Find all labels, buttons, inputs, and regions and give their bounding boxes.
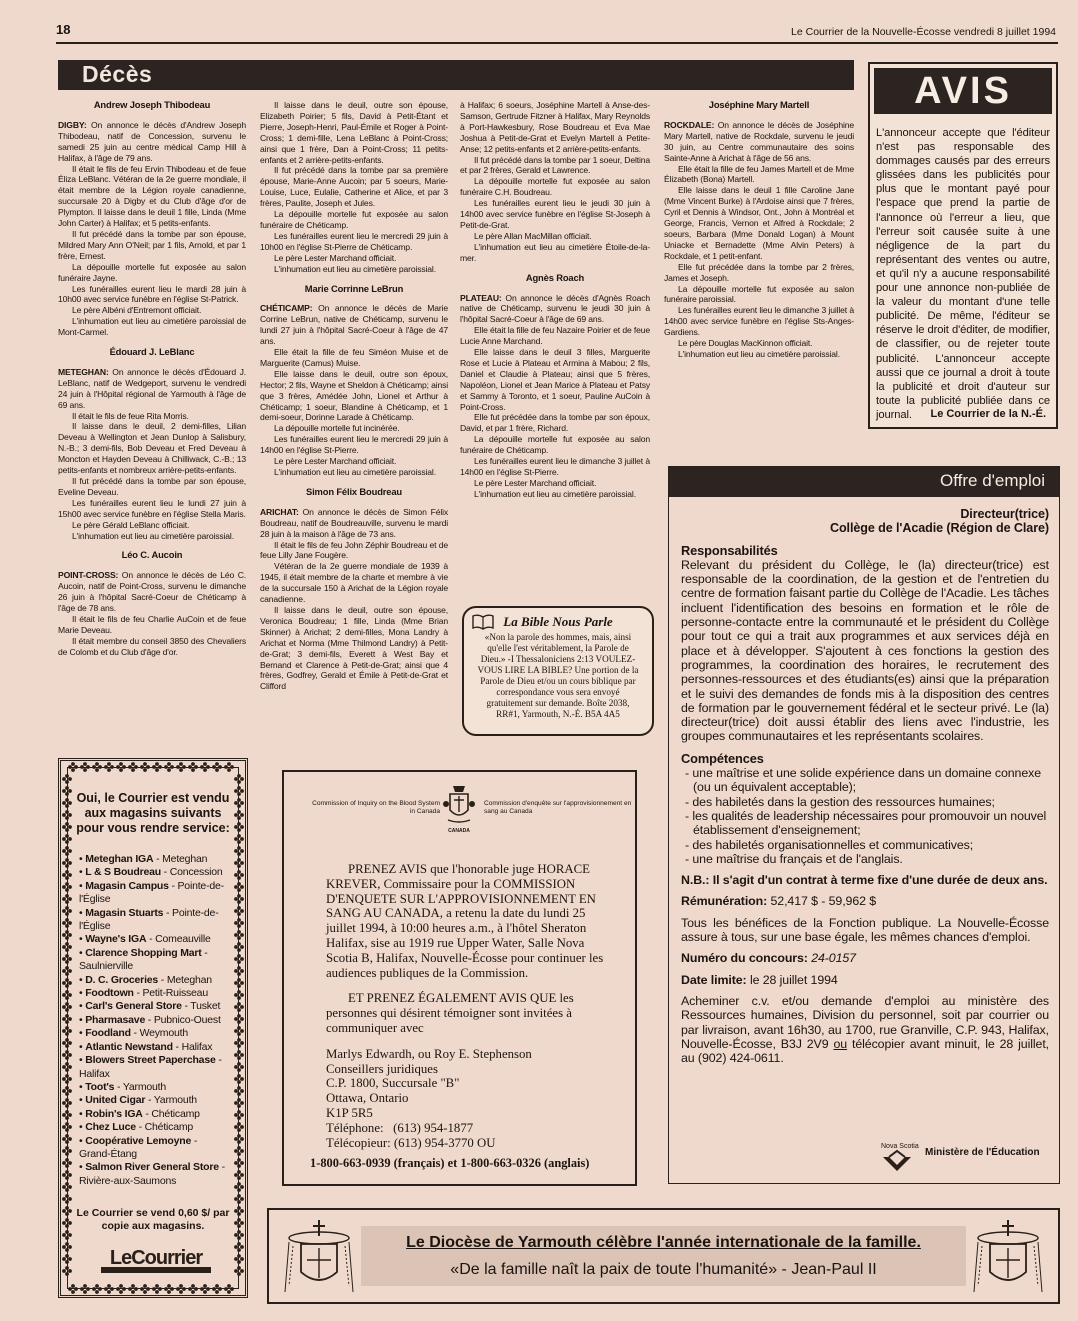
store-separator: - xyxy=(181,1000,191,1013)
responsibilities-text: Relevant du président du Collège, le (la) directeur(trice) est responsable de la coordination, de la gestion et de l'entretien du centre de formation faisant partie du Collège de l'Acadie. Les tâches incluent l'identification des besoins en formation et le rôle de personne-contacte entre la communauté et le président du Collège pour tout ce qui a trait aux programmes et aux services déjà en place et à développer. S'ajoutent à ces fonctions la gestion des programmes, la coordination des horaires, le recrutement des personnes-ressources et des étudiants(es) ainsi que la préparation et le suivi des demandes de fonds mis à la disposition des centres de formation par le gouvernement fédéral et le secteur privé. Le (la) directeur(trice) doit aussi établir des liens avec l'industrie, les groupes communautaires et les représentants scolaires. xyxy=(681,557,1049,744)
store-item xyxy=(79,1081,231,1094)
obituary-paragraph: Il était le fils de feu Charlie AuCoin et de feue Marie Deveau. xyxy=(58,613,246,635)
obituary-lead-paragraph xyxy=(58,367,246,411)
store-separator: - xyxy=(114,1080,123,1093)
salary-line xyxy=(681,894,1049,908)
deces-title: Décès xyxy=(82,61,153,87)
obituary-paragraph: La dépouille mortelle fut incinérée. xyxy=(274,423,400,434)
obituary-name-heading: Simon Félix Boudreau xyxy=(306,485,402,497)
store-place: Concession xyxy=(169,866,223,879)
store-place: Saulnierville xyxy=(79,960,134,973)
store-item xyxy=(79,1014,231,1027)
obituary-place: ARICHAT: xyxy=(260,506,299,517)
obituary-paragraph: La dépouille mortelle fut exposée au salon funéraire de Chéticamp. xyxy=(460,434,650,456)
competences-heading: Compétences xyxy=(681,750,764,766)
obituary-place: DIGBY: xyxy=(58,119,87,130)
store-name: United Cigar xyxy=(85,1094,146,1107)
store-item xyxy=(79,1094,231,1107)
store-place: Pointe-de-l'Église xyxy=(79,906,219,933)
application-text xyxy=(681,994,1049,1065)
store-name: Atlantic Newstand xyxy=(85,1040,173,1053)
store-item xyxy=(79,1000,231,1013)
obituary-paragraph: Le père Albéni d'Entremont officiait. xyxy=(72,305,202,316)
store-separator: - xyxy=(142,1107,152,1120)
obituary-lead-paragraph xyxy=(460,293,650,326)
store-name: L & S Boudreau xyxy=(85,866,161,879)
store-separator: - xyxy=(133,987,143,1000)
obituary-name-heading: Édouard J. LeBlanc xyxy=(109,346,195,358)
store-place: Chéticamp xyxy=(151,1107,200,1120)
store-place: Yarmouth xyxy=(153,1094,197,1107)
address-line: Télécopieur: (613) 954-3770 OU xyxy=(326,1135,496,1150)
obituary-column-4 xyxy=(664,100,854,360)
bullet-icon: • xyxy=(79,1040,86,1053)
bullet-icon: • xyxy=(79,1080,86,1093)
store-place: Grand-Étang xyxy=(79,1147,137,1160)
obituary-paragraph: Elle laisse dans le deuil, outre son époux, Hector; 2 fils, Wayne et Sheldon à Chéticamp; ainsi que 3 frères, Amédée John, Lionel et Arthur à Chéticamp; 1 soeur, Blandine à Chéticamp, et 1 demi-soeur, Dorinne Larade à Chéticamp. xyxy=(260,368,448,423)
canada-coat-of-arms-icon xyxy=(442,782,476,826)
obituary-lead-text: On annonce le décès de Marie Corrine LeBrun, native de Chéticamp, survenu le lundi 27 juin à l'hôpital Sacré-Coeur à l'âge de 47 ans. xyxy=(260,303,448,347)
obituary-paragraph: Elle fut précédée dans la tombe par son époux, David, et par 1 frère, Richard. xyxy=(460,412,650,434)
bishop-coat-of-arms-icon xyxy=(281,1216,357,1298)
store-item xyxy=(79,933,231,946)
store-separator: - xyxy=(145,1094,154,1107)
deadline-line xyxy=(681,973,1049,987)
deadline-value: le 28 juillet 1994 xyxy=(749,972,838,987)
obituary-paragraph: L'inhumation eut lieu au cimetière paroissial. xyxy=(678,348,840,359)
store-name: Robin's IGA xyxy=(85,1107,143,1120)
store-name: Blowers Street Paperchase xyxy=(85,1054,216,1067)
obituary-paragraph: L'inhumation eut lieu au cimetière paroissial de Mont-Carmel. xyxy=(58,316,246,338)
bullet-icon: • xyxy=(79,1094,86,1107)
store-item xyxy=(79,987,231,1000)
obituary-name-heading: Andrew Joseph Thibodeau xyxy=(93,99,211,110)
store-separator: - xyxy=(146,933,156,946)
commission-paragraph-2: ET PRENEZ ÉGALEMENT AVIS QUE les personnes qui désirent témoigner sont invitées à communiquer avec xyxy=(326,991,574,1035)
store-place: Tusket xyxy=(190,1000,221,1013)
competence-item: - des habiletés organisationnelles et communicatives; xyxy=(685,837,974,852)
obituary-paragraph: La dépouille mortelle fut exposée au salon funéraire paroissial. xyxy=(664,283,854,305)
ministry-name: Ministère de l'Éducation xyxy=(925,1147,1040,1158)
bullet-icon: • xyxy=(79,933,86,946)
diocese-banner xyxy=(267,1208,1060,1304)
store-name: Meteghan IGA xyxy=(85,853,154,865)
store-separator: - xyxy=(168,879,178,892)
store-separator: - xyxy=(135,1121,145,1134)
competence-item: - des habiletés dans la gestion des ressources humaines; xyxy=(685,794,995,809)
page-number: 18 xyxy=(56,22,71,37)
address-line: Téléphone: (613) 954-1877 xyxy=(326,1120,474,1135)
job-offer-box xyxy=(668,466,1060,1184)
obituary-name-heading: Léo C. Aucoin xyxy=(121,549,183,561)
store-separator: - xyxy=(160,866,170,879)
avis-box xyxy=(868,62,1058,429)
bullet-icon: • xyxy=(79,866,86,879)
obituary-paragraph: Elle était la fille de feu James Martell et de Mme Élizabeth (Bona) Martell. xyxy=(664,163,854,185)
bullet-icon: • xyxy=(79,879,86,892)
commission-name-en: Commission of Inquiry on the Blood System in Canada xyxy=(312,800,440,815)
header-rule xyxy=(56,42,1058,44)
job-offer-body xyxy=(681,507,1049,1065)
store-separator: - xyxy=(158,973,167,986)
obituary-paragraph: L'inhumation eut lieu au cimetière paroissial. xyxy=(474,488,636,499)
store-name: Magasin Stuarts xyxy=(85,906,164,919)
store-name: Toot's xyxy=(85,1080,115,1093)
store-name: Foodland xyxy=(85,1027,131,1040)
store-name: Carl's General Store xyxy=(85,1000,182,1013)
le-courrier-logo-text: LeCourrier xyxy=(109,1247,203,1269)
deadline-label: Date limite: xyxy=(681,972,747,987)
stores-price-note: Le Courrier se vend 0,60 $/ par copie aux magasins. xyxy=(76,1207,230,1232)
bullet-icon: • xyxy=(79,1161,86,1174)
obituary-paragraph: Les funérailles eurent lieu le mercredi 29 juin à 14h00 en l'église St-Pierre. xyxy=(260,434,448,456)
obituary-name-heading: Agnès Roach xyxy=(525,271,585,283)
store-item xyxy=(79,1027,231,1040)
competence-item: - une maîtrise du français et de l'anglais. xyxy=(685,851,903,866)
job-offer-banner xyxy=(669,467,1059,497)
store-place: Chéticamp xyxy=(144,1121,194,1134)
obituary-paragraph: Il fut précédé dans la tombe par son épouse, Mildred Mary Ann O'Neil; par 1 fils, Arnold, et par 1 frère, Ernest. xyxy=(58,228,246,261)
store-item xyxy=(79,880,231,907)
store-place: Halifax xyxy=(79,1067,110,1080)
obituary-lead-paragraph xyxy=(260,303,448,347)
obituary-paragraph: L'inhumation eut lieu au cimetière Étoile-de-la-mer. xyxy=(460,241,650,263)
salary-value: 52,417 $ - 59,962 $ xyxy=(770,894,877,909)
store-place: Pubnico-Ouest xyxy=(153,1013,221,1026)
nova-scotia-logo-text: Nova Scotia xyxy=(881,1143,919,1150)
obituary-paragraph: Elle laisse dans le deuil 3 filles, Marguerite Rose et Lucie à Plateau et Armina à Mabou; 2 fils, Daniel et Claudie à Plateau; ainsi que 5 frères, Napoléon, Lionel et Jean Marice à Plateau et Patsy et Sammy à Toronto, et 1 soeur, Pauline AuCoin à Point-Cross. xyxy=(460,347,650,412)
commission-paragraph-1: PRENEZ AVIS que l'honorable juge HORACE KREVER, Commissaire pour la COMMISSION D'ENQUETE SUR L'APPROVISIONNEMENT EN SANG AU CANADA, a retenu la date du lundi 25 juillet 1994, à 10:00 heures a.m., à l'hôtel Sheraton Halifax, sise au 1919 rue Upper Water, Salle Nova Scotia B, Halifax, Nouvelle-Écosse pour continuer les audiences publiques de la Commission. xyxy=(326,862,604,980)
ministry-signature xyxy=(879,1143,1049,1177)
obituary-paragraph: L'inhumation eut lieu au cimetière paroissial. xyxy=(72,530,234,541)
store-place: Petit-Ruisseau xyxy=(142,987,208,1000)
commission-name-fr: Commission d'enquête sur l'approvisionnement en sang au Canada xyxy=(484,800,632,815)
store-separator: - xyxy=(215,1054,222,1067)
bullet-icon: • xyxy=(79,906,86,919)
obituary-lead-paragraph xyxy=(58,570,246,614)
store-item xyxy=(79,1135,231,1162)
bible-title: La Bible Nous Parle xyxy=(503,614,613,629)
obituary-paragraph: Il était membre du conseil 3850 des Chevaliers de Colomb et du Club d'âge d'or. xyxy=(58,635,246,657)
obituary-paragraph: Elle était la fille de feu Nazaire Poirier et de feue Lucie Anne Marchand. xyxy=(460,325,650,347)
obituary-place: METEGHAN: xyxy=(58,366,109,377)
obituary-paragraph: à Halifax; 6 soeurs, Joséphine Martell à Anse-des-Samson, Gertrude Fitzner à Halifax, Mary Reynolds à Port-Hawkesbury, Rose Boudreau et Eva Mae Joshua à Petit-de-Grat et Evelyn Martell à Petite-Anse; 12 petits-enfants et 2 arrière-petits-enfants. xyxy=(460,100,650,154)
diocese-headline: Le Diocèse de Yarmouth célèbre l'année internationale de la famille. xyxy=(406,1234,921,1251)
publication-line: Le Courrier de la Nouvelle-Écosse vendredi 8 juillet 1994 xyxy=(791,26,1056,38)
store-separator: - xyxy=(191,1134,198,1147)
obituary-paragraph: Il était le fils de feue Rita Morris. xyxy=(72,410,189,421)
obituary-lead-text: On annonce le décès de Simon Félix Boudreau, natif de Boudreauville, survenu le mardi 28 juin à la maison à l'âge de 73 ans. xyxy=(260,506,448,539)
bullet-icon: • xyxy=(79,1054,86,1067)
salary-label: Rémunération: xyxy=(681,894,768,909)
store-item xyxy=(79,1108,231,1121)
store-separator: - xyxy=(145,1013,154,1026)
store-item xyxy=(79,1121,231,1134)
application-text-a: Acheminer c.v. et/ou demande d'emploi au ministère des Ressources humaines, Division du personnel, soit par courrier ou par livraison, avant 16h30, au 1700, rue Granville, C.P. 943, Halifax, Nouvelle-Écosse, B3J 2V9 xyxy=(681,993,1049,1051)
obituary-paragraph: L'inhumation eut lieu au cimetière paroissial. xyxy=(274,263,436,274)
obituary-paragraph: Les funérailles eurent lieu le dimanche 3 juillet à 14h00 en l'église St-Pierre. xyxy=(460,456,650,477)
store-name: Clarence Shopping Mart xyxy=(85,946,202,959)
obituary-paragraph: Il était le fils de feu Ervin Thibodeau et de feue Éliza LeBlanc. Vétéran de la 2e guerre mondiale, il était membre de la Légion royale canadienne, succursale 20 à Digby et du Club d'âge d'or de Plympton. Il laisse dans le deuil 1 fille, Linda (Mme John Carter) à Halifax; et 5 petits-enfants. xyxy=(58,163,246,229)
bullet-icon: • xyxy=(79,1121,86,1134)
obituary-paragraph: Les funérailles eurent lieu le mardi 28 juin à 10h00 avec service funèbre en l'église St-Patrick. xyxy=(58,283,246,305)
obituary-paragraph: Il laisse dans le deuil, 2 demi-filles, Lilian Deveau à Wellington et Jean Dunlop à Salisbury, N.-B.; 3 demi-fils, Bob Deveau et Fred Deveau à Moncton et Hayden Deveau à Chilliwack, C.-B.; 13 petits-enfants et nombreux arrière-petits-enfants. xyxy=(58,421,246,476)
store-item xyxy=(79,947,231,974)
bullet-icon: • xyxy=(79,973,86,986)
store-place: Halifax xyxy=(181,1040,213,1053)
obituary-paragraph: Le père Allan MacMillan officiait. xyxy=(474,230,592,241)
obituary-lead-text: On annonce le décès d'Édouard J. LeBlanc, natif de Wedgeport, survenu le vendredi 24 juin à l'Hôpital régional de Yarmouth à l'âge de 69 ans. xyxy=(58,366,246,410)
store-item xyxy=(79,1041,231,1054)
stores-list xyxy=(79,853,231,1188)
competition-value: 24-0157 xyxy=(811,951,856,966)
bible-box xyxy=(462,606,654,736)
obituary-paragraph: La dépouille mortelle fut exposée au salon funéraire de Chéticamp. xyxy=(260,209,448,230)
avis-text: L'annonceur accepte que l'éditeur n'est pas responsable des dommages causés par des erreurs glissées dans les publicités pour plus que le montant payé pour l'espace que prend la partie de l'annonce où l'erreur a lieu, que l'erreur soit causée suite à une négligence de la part du représentant des ventes ou autre, et qu'il n'y a aucune responsabilité pour une annonce non-publiée de la valeur du montant d'une telle publicité. De même, l'éditeur se réserve le droit d'éditer, de modifier, de classifier, ou de rejeter toute publicité. L'annonceur accepte aussi que ce journal a droit à toute la publicité et droit d'auteur sur toute la publicité publiée dans ce journal. xyxy=(876,127,1050,421)
obituary-paragraph: Le père Lester Marchand officiait. xyxy=(274,252,397,263)
obituary-column-1 xyxy=(58,100,246,658)
obituary-paragraph: Les funérailles eurent lieu le dimanche 3 juillet à 14h00 avec service funèbre en l'église Sts-Anges-Gardiens. xyxy=(664,305,854,338)
obituary-paragraph: Il fut précédé dans la tombe par sa première épouse, Marie-Anne Aucoin; par 5 soeurs, Marie-Louise, Luce, Eulalie, Catherine et Alice, et par 3 frères, Paulite, Joseph et Jules. xyxy=(260,165,448,209)
obituary-paragraph: L'inhumation eut lieu au cimetière paroissial. xyxy=(274,467,436,477)
deces-banner xyxy=(58,60,854,90)
diocese-band xyxy=(361,1226,966,1286)
store-name: D. C. Groceries xyxy=(85,973,159,986)
commission-body xyxy=(310,862,613,1171)
commission-address xyxy=(326,1047,613,1151)
store-item xyxy=(79,853,231,866)
store-name: Magasin Campus xyxy=(85,879,169,892)
obituary-paragraph: Il fut précédé dans la tombe par son épouse, Eveline Deveau. xyxy=(58,476,246,497)
obituary-place: PLATEAU: xyxy=(460,292,502,303)
store-name: Chez Luce xyxy=(85,1121,136,1134)
address-line: Marlys Edwardh, ou Roy E. Stephenson xyxy=(326,1046,532,1061)
obituary-paragraph: Il laisse dans le deuil, outre son épouse, Elizabeth Poirier; 5 fils, David à Petit-Étant et Pierre, Joseph-Henri, Paul-Émile et Roger à Point-Cross; 1 demi-fille, Lena LeBlanc à Point-Cross; ainsi que 1 frère, Dan à Point-Cross; 11 petits-enfants et 2 arrière-petits-enfants. xyxy=(260,100,448,165)
obituary-paragraph: Le père Lester Marchand officiait. xyxy=(274,456,397,467)
obituary-place: CHÉTICAMP: xyxy=(260,303,313,314)
obituary-paragraph: Elle laisse dans le deuil 1 fille Caroline Jane (Mme Vincent Burke) à l'Ardoise ainsi que 7 frères, Cyril et Dennis à Windsor, Ont., John à Montréal et George, Francis, Vernon et Alfred à Rockdale; 2 soeurs, Barbara (Mme Donald Logan) à Mount Uniacke et Bernadette (Mme Alvin Peters) à Rockdale, et 1 petit-enfant. xyxy=(664,185,854,261)
store-name: Pharmasave xyxy=(85,1013,146,1026)
obituary-paragraph: Il fut précédé dans la tombe par 1 soeur, Deltina et par 2 frères, Gerald et Lawrence. xyxy=(460,154,650,176)
store-place: Rivière-aux-Saumons xyxy=(79,1174,177,1187)
obituary-paragraph: Le père Gérald LeBlanc officiait. xyxy=(72,519,190,530)
store-item xyxy=(79,866,231,879)
store-name: Coopérative Lemoyne xyxy=(85,1134,192,1147)
obituary-lead-text: On annonce le décès de Léo C. Aucoin, natif de Point-Cross, survenu le dimanche 26 juin à l'hôpital Sacré-Coeur de Chéticamp à l'âge de 78 ans. xyxy=(58,570,246,614)
job-title: Directeur(trice) xyxy=(960,507,1049,521)
avis-signature: Le Courrier de la N.-É. xyxy=(930,408,1046,420)
obituary-paragraph: Vétéran de la 2e guerre mondiale de 1939 à 1945, il était membre de la charte et membre à vie de la succursale 150 à Arichat de la Légion royale canadienne. xyxy=(260,561,448,605)
obituary-paragraph: La dépouille mortelle fut exposée au salon funéraire Jayne. xyxy=(58,261,246,283)
obituary-lead-paragraph xyxy=(664,120,854,164)
obituary-lead-text: On annonce le décès d'Agnès Roach native de Chéticamp, survenu le jeudi 30 juin à l'hôpital Sacré-Coeur à l'âge de 69 ans. xyxy=(460,292,650,325)
store-name: Foodtown xyxy=(85,987,134,1000)
obituary-paragraph: Elle était la fille de feu Siméon Muise et de Marguerite (Camus) Muise. xyxy=(260,347,448,368)
store-item xyxy=(79,1161,231,1188)
address-line: Ottawa, Ontario xyxy=(326,1091,409,1106)
canada-wordmark: CANADA xyxy=(448,828,470,834)
avis-title: AVIS xyxy=(874,68,1052,114)
bible-body: «Non la parole des hommes, mais, ainsi qu'elle l'est véritablement, la Parole de Dieu.» -I Thessaloniciens 2:13 VOULEZ-VOUS LIRE LA BIBLE? Une portion de la Parole de Dieu et/ou un cours biblique par correspondance vous sera envoyé gratuitement sur demande. Boîte 2038, RR#1, Yarmouth, N.-É. B5A 4A5 xyxy=(477,632,639,719)
store-separator: - xyxy=(153,853,163,865)
diocese-quote: «De la famille naît la paix de toute l'humanité» - Jean-Paul II xyxy=(450,1261,877,1278)
store-separator: - xyxy=(130,1027,140,1040)
address-line: C.P. 1800, Succursale "B" xyxy=(326,1076,460,1091)
store-place: Comeauville xyxy=(155,933,211,946)
bullet-icon: • xyxy=(79,853,86,865)
bullet-icon: • xyxy=(79,1027,86,1040)
obituary-lead-paragraph xyxy=(260,507,448,540)
bullet-icon: • xyxy=(79,1107,86,1120)
obituary-lead-paragraph xyxy=(58,120,246,164)
responsibilities-heading: Responsabilités xyxy=(681,542,778,558)
bullet-icon: • xyxy=(79,1013,86,1026)
obituary-column-2 xyxy=(260,100,448,692)
stores-box xyxy=(58,758,248,1298)
store-place: Pointe-de-l'Église xyxy=(79,879,224,906)
obituary-column-3 xyxy=(460,100,650,500)
equal-opportunity-text: Tous les bénéfices de la Fonction publique. La Nouvelle-Écosse assure à tous, sur une base égale, les mêmes chances d'emploi. xyxy=(681,915,1049,945)
commission-phones: 1-800-663-0939 (français) et 1-800-663-0326 (anglais) xyxy=(310,1156,590,1171)
obituary-place: ROCKDALE: xyxy=(664,119,715,130)
store-separator: - xyxy=(172,1040,182,1053)
obituary-paragraph: Les funérailles eurent lieu le mercredi 29 juin à 10h00 en l'église St-Pierre de Chéticamp. xyxy=(260,230,448,252)
bullet-icon: • xyxy=(79,946,86,959)
obituary-place: POINT-CROSS: xyxy=(58,570,119,581)
competence-item: - une maîtrise et une solide expérience dans un domaine connexe (ou un équivalent acceptable); xyxy=(685,766,1042,795)
bullet-icon: • xyxy=(79,987,86,1000)
le-courrier-logo xyxy=(101,1239,211,1275)
store-name: Salmon River General Store xyxy=(85,1161,219,1174)
competence-item: - les qualités de leadership nécessaires pour promouvoir un nouvel établissement d'enseignement; xyxy=(685,808,1047,838)
store-separator: - xyxy=(201,946,208,959)
application-text-b: télécopier avant minuit, le 28 juillet, au (902) 424-0611. xyxy=(681,1036,1049,1066)
bishop-coat-of-arms-icon xyxy=(970,1216,1046,1298)
application-or: ou xyxy=(833,1036,848,1051)
competition-number-line xyxy=(681,951,1049,965)
address-line: Conseillers juridiques xyxy=(326,1061,438,1076)
store-separator: - xyxy=(218,1161,225,1174)
address-line: K1P 5R5 xyxy=(326,1105,373,1120)
stores-title: Oui, le Courrier est vendu aux magasins suivants pour vous rendre service: xyxy=(76,791,230,835)
store-separator: - xyxy=(163,906,173,919)
obituary-lead-text: On annonce le décès d'Andrew Joseph Thibodeau, natif de Concession, survenu le samedi 25 juin au centre médical Camp Hill à Halifax, à l'âge de 79 ans. xyxy=(58,119,246,163)
competition-label: Numéro du concours: xyxy=(681,951,808,966)
store-place: Yarmouth xyxy=(122,1080,167,1093)
store-place: Meteghan xyxy=(166,973,212,986)
store-place: Weymouth xyxy=(139,1027,188,1040)
store-place: Meteghan xyxy=(162,853,208,865)
obituary-paragraph: La dépouille mortelle fut exposée au salon funéraire C.H. Boudreau. xyxy=(460,176,650,198)
obituary-paragraph: Le père Douglas MacKinnon officiait. xyxy=(678,338,813,349)
store-item xyxy=(79,907,231,934)
bullet-icon: • xyxy=(79,1000,86,1013)
obituary-name-heading: Marie Corrinne LeBrun xyxy=(304,282,404,294)
contract-note: N.B.: Il s'agit d'un contrat à terme fixe d'une durée de deux ans. xyxy=(681,873,1048,888)
obituary-paragraph: Le père Lester Marchand officiait. xyxy=(474,477,597,488)
obituary-name-heading: Joséphine Mary Martell xyxy=(708,99,810,110)
college-name: Collège de l'Acadie (Région de Clare) xyxy=(829,521,1049,536)
commission-notice xyxy=(282,770,637,1186)
store-item xyxy=(79,1054,231,1081)
obituary-lead-text: On annonce le décès de Joséphine Mary Martell, native de Rockdale, survenu le jeudi 30 juin, au Centre communautaire des soins Sainte-Anne à Arichat à l'âge de 56 ans. xyxy=(664,119,854,163)
job-offer-title: Offre d'emploi xyxy=(940,471,1045,490)
obituary-paragraph: Il laisse dans le deuil, outre son épouse, Veronica Boudreau; 1 fille, Linda (Mme Brian Skinner) à Arichat; 2 demi-filles, Mona Landry à Arichat et Norma (Mme Thilmond Landry) à Petit-de-Grat; 3 demi-fils, Everett à West Bay et Bernand et Clarence à Petit-de-Grat; ainsi que 4 frères, Godfrey, Gerald et Émile à Petit-de-Grat et Clifford xyxy=(260,604,448,692)
obituary-paragraph: Il était le fils de feu John Zéphir Boudreau et de feue Lilly Jane Fougère. xyxy=(260,539,448,561)
store-name: Wayne's IGA xyxy=(85,933,147,946)
bullet-icon: • xyxy=(79,1134,86,1147)
obituary-paragraph: Elle fut précédée dans la tombe par 2 frères, James et Joseph. xyxy=(664,261,854,283)
obituary-paragraph: Les funérailles eurent lieu le jeudi 30 juin à 14h00 avec service funèbre en l'église St-Joseph à Petit-de-Grat. xyxy=(460,198,650,230)
store-item xyxy=(79,974,231,987)
obituary-paragraph: Les funérailles eurent lieu le lundi 27 juin à 15h00 avec service funèbre en l'église Stella Maris. xyxy=(58,497,246,519)
